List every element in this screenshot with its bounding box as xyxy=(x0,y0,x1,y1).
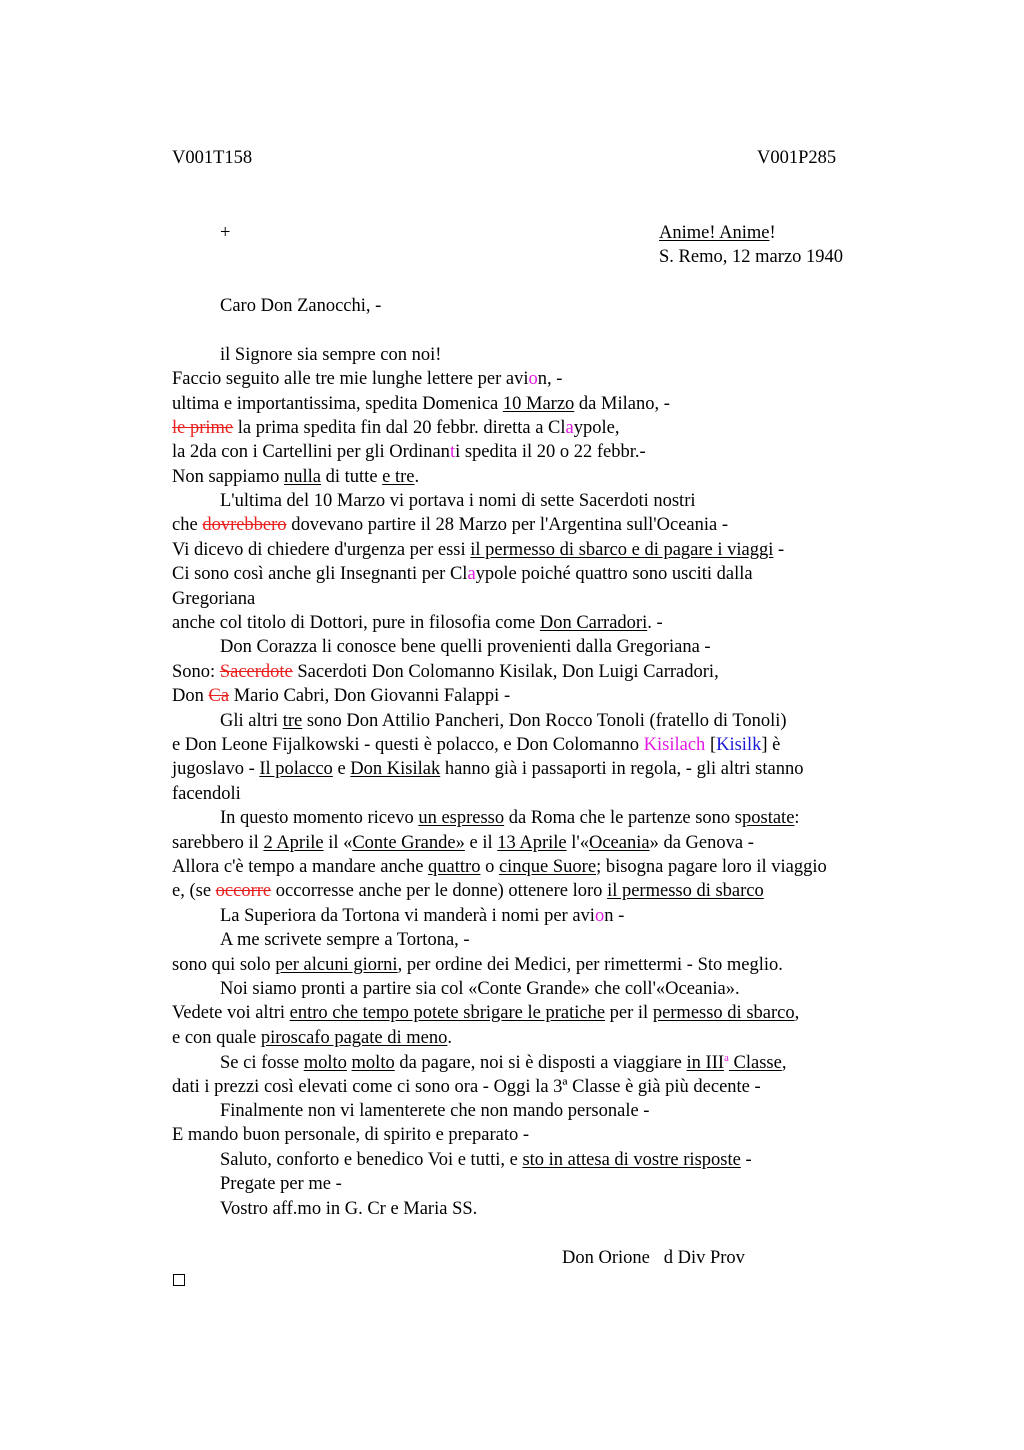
text-line: dati i prezzi così elevati come ci sono ora - Oggi la 3ª Classe è già più decente - xyxy=(172,1077,761,1097)
motto: Anime! Anime! xyxy=(659,223,776,243)
text-line: La Superiora da Tortona vi manderà i nomi per avion - xyxy=(220,906,625,926)
text-line: e, (se occorre occorresse anche per le donne) ottenere loro il permesso di sbarco xyxy=(172,881,764,901)
text-line: L'ultima del 10 Marzo vi portava i nomi di sette Sacerdoti nostri xyxy=(220,491,696,511)
text-line: Vedete voi altri entro che tempo potete sbrigare le pratiche per il permesso di sbarco, xyxy=(172,1003,800,1023)
signature: Don Orione d Div Prov xyxy=(562,1248,745,1268)
text-line: Gli altri tre sono Don Attilio Pancheri, Don Rocco Tonoli (fratello di Tonoli) xyxy=(220,711,787,731)
text-line: Pregate per me - xyxy=(220,1174,342,1194)
text-line: jugoslavo - Il polacco e Don Kisilak hanno già i passaporti in regola, - gli altri stanno xyxy=(172,759,804,779)
text-line: Finalmente non vi lamenterete che non mando personale - xyxy=(220,1101,650,1121)
text-line: In questo momento ricevo un espresso da Roma che le partenze sono spostate: xyxy=(220,808,800,828)
text-line: Allora c'è tempo a mandare anche quattro o cinque Suore; bisogna pagare loro il viaggio xyxy=(172,857,827,877)
text-line: Sono: Sacerdote Sacerdoti Don Colomanno Kisilak, Don Luigi Carradori, xyxy=(172,662,719,682)
text-line: E mando buon personale, di spirito e preparato - xyxy=(172,1125,530,1145)
document-code-left: V001T158 xyxy=(172,148,253,168)
text-line: A me scrivete sempre a Tortona, - xyxy=(220,930,470,950)
text-line: e con quale piroscafo pagate di meno. xyxy=(172,1028,452,1048)
text-line: e Don Leone Fijalkowski - questi è polacco, e Don Colomanno Kisilach [Kisilk] è xyxy=(172,735,781,755)
text-line: sarebbero il 2 Aprile il «Conte Grande» e il 13 Aprile l'«Oceania» da Genova - xyxy=(172,833,754,853)
text-line: Faccio seguito alle tre mie lunghe lettere per avion, - xyxy=(172,369,563,389)
text-line: Saluto, conforto e benedico Voi e tutti, e sto in attesa di vostre risposte - xyxy=(220,1150,752,1170)
text-line: Ci sono così anche gli Insegnanti per Claypole poiché quattro sono usciti dalla xyxy=(172,564,753,584)
text-line: che dovrebbero dovevano partire il 28 Marzo per l'Argentina sull'Oceania - xyxy=(172,515,728,535)
text-line: Gregoriana xyxy=(172,589,256,609)
place-date: S. Remo, 12 marzo 1940 xyxy=(659,247,843,267)
cross-symbol: + xyxy=(220,223,231,243)
salutation: Caro Don Zanocchi, - xyxy=(220,296,382,316)
text-line: facendoli xyxy=(172,784,241,804)
text-line: la 2da con i Cartellini per gli Ordinanti spedita il 20 o 22 febbr.- xyxy=(172,442,646,462)
text-line: Noi siamo pronti a partire sia col «Conte Grande» che coll'«Oceania». xyxy=(220,979,740,999)
text-line: le prime la prima spedita fin dal 20 febbr. diretta a Claypole, xyxy=(172,418,620,438)
text-line: Vostro aff.mo in G. Cr e Maria SS. xyxy=(220,1199,478,1219)
text-line: ultima e importantissima, spedita Domenica 10 Marzo da Milano, - xyxy=(172,394,670,414)
text-line: anche col titolo di Dottori, pure in filosofia come Don Carradori. - xyxy=(172,613,663,633)
text-line: il Signore sia sempre con noi! xyxy=(220,345,442,365)
text-line: Don Corazza li conosce bene quelli provenienti dalla Gregoriana - xyxy=(220,637,711,657)
text-line: sono qui solo per alcuni giorni, per ordine dei Medici, per rimettermi - Sto meglio. xyxy=(172,955,783,975)
document-code-right: V001P285 xyxy=(757,148,837,168)
text-line: Vi dicevo di chiedere d'urgenza per essi il permesso di sbarco e di pagare i viaggi - xyxy=(172,540,785,560)
text-line: Se ci fosse molto molto da pagare, noi si è disposti a viaggiare in III$^a$ Classe, xyxy=(220,1052,787,1074)
text-line: Don Ca Mario Cabri, Don Giovanni Falappi - xyxy=(172,686,511,706)
text-line: Non sappiamo nulla di tutte e tre. xyxy=(172,467,420,487)
checkbox-square-icon xyxy=(173,1274,185,1286)
